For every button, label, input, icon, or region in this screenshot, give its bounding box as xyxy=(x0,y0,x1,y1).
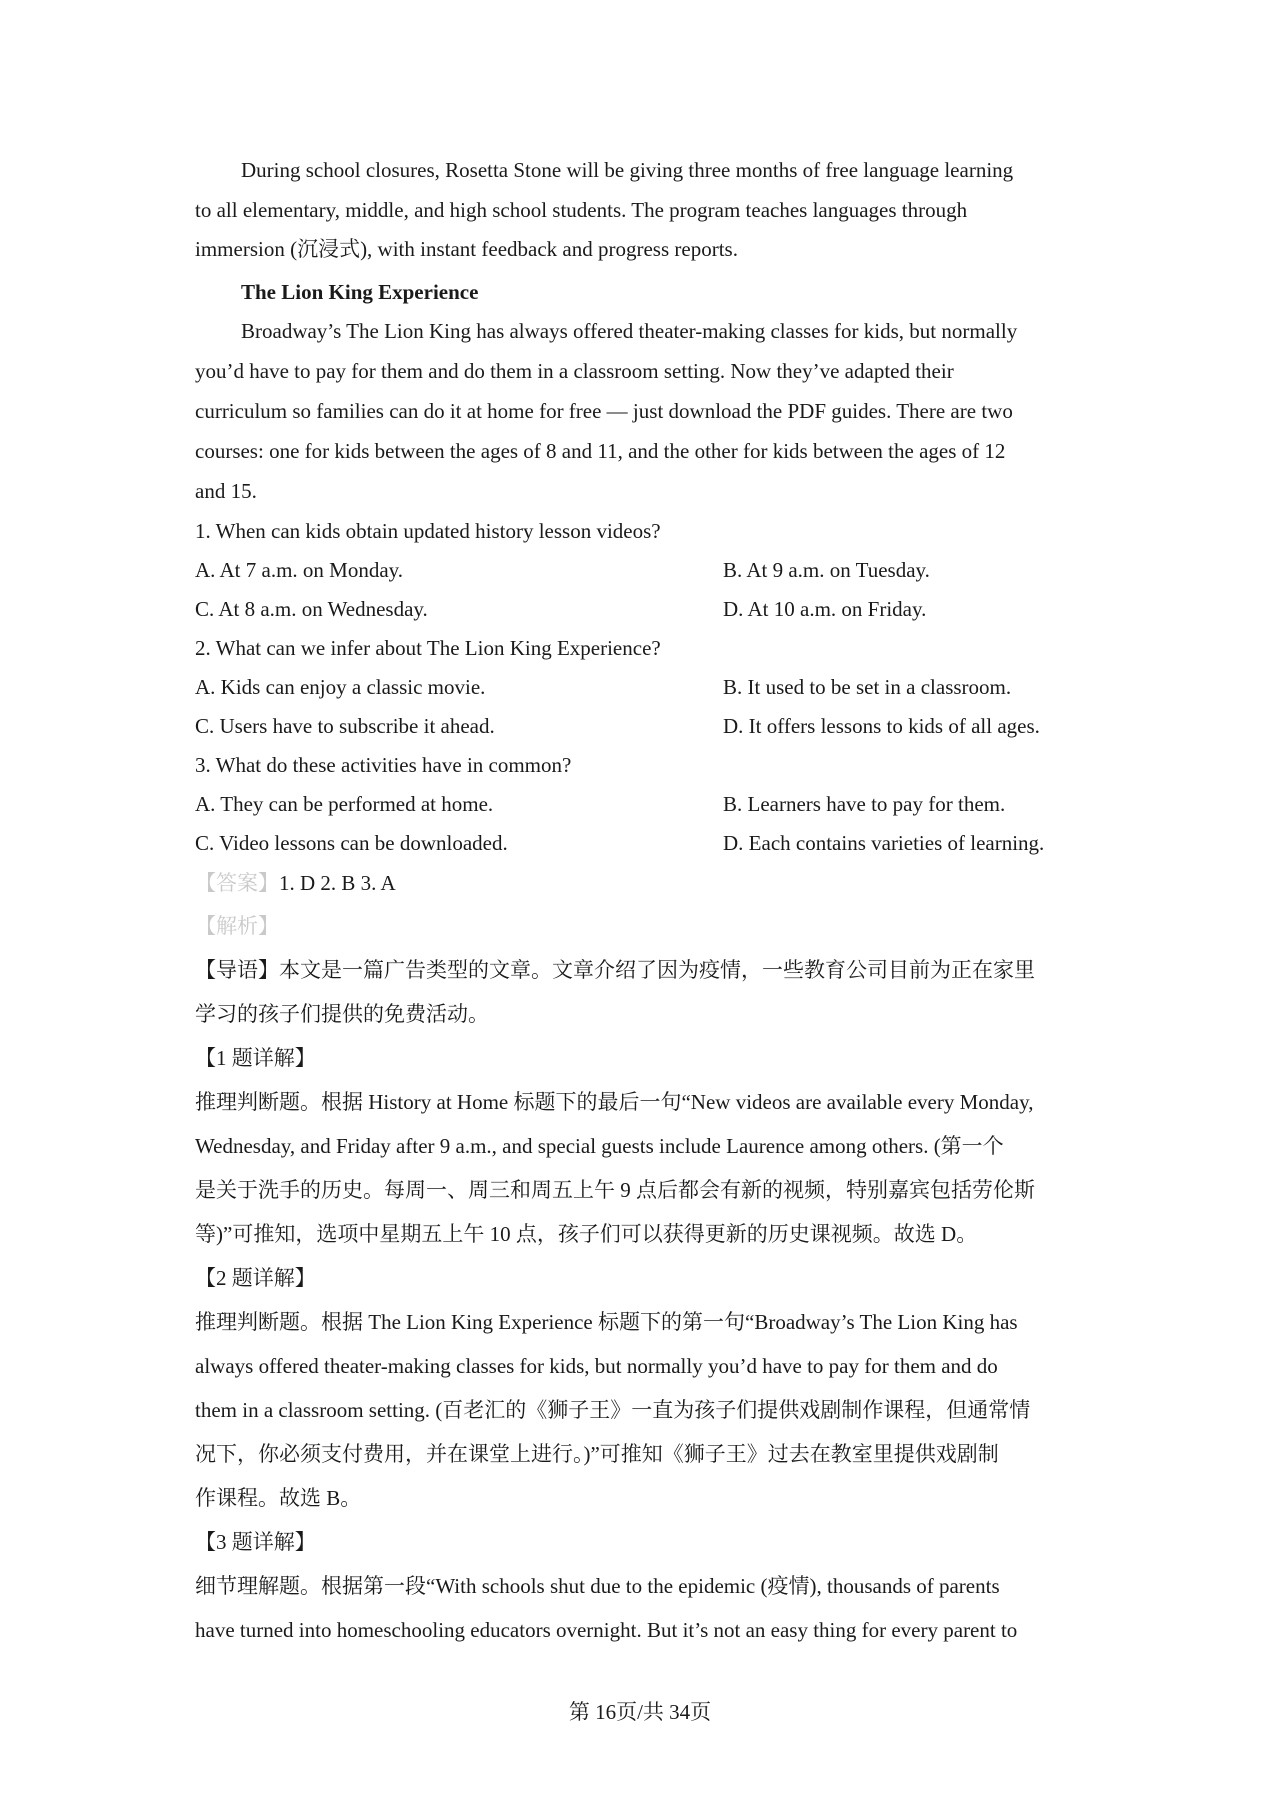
analysis-line: 等)”可推知，选项中星期五上午 10 点，孩子们可以获得更新的历史课视频。故选 D。 xyxy=(195,1222,978,1246)
passage-line: immersion (沉浸式), with instant feedback and progress reports. xyxy=(195,237,738,261)
question-option: C. Video lessons can be downloaded. xyxy=(195,831,508,855)
section-line: Broadway’s The Lion King has always offered theater-making classes for kids, but normally xyxy=(241,319,1018,343)
question-option: D. Each contains varieties of learning. xyxy=(723,831,1045,855)
analysis-line: 是关于洗手的历史。每周一、周三和周五上午 9 点后都会有新的视频，特别嘉宾包括劳伦斯 xyxy=(195,1178,1035,1202)
analysis-line: Wednesday, and Friday after 9 a.m., and special guests include Laurence among others. (第一个 xyxy=(195,1134,1004,1158)
analysis-line: 【2 题详解】 xyxy=(195,1266,316,1290)
answer-label: 【答案】 xyxy=(195,871,279,895)
analysis-line: 细节理解题。根据第一段“With schools shut due to the epidemic (疫情), thousands of parents xyxy=(195,1574,1000,1598)
passage-line: to all elementary, middle, and high school students. The program teaches languages through xyxy=(195,198,968,222)
question-option: D. It offers lessons to kids of all ages. xyxy=(723,714,1040,738)
analysis-line: 【3 题详解】 xyxy=(195,1530,316,1554)
question-option: C. Users have to subscribe it ahead. xyxy=(195,714,495,738)
analysis-line: 学习的孩子们提供的免费活动。 xyxy=(195,1002,489,1026)
question-option: A. At 7 a.m. on Monday. xyxy=(195,558,404,582)
section-heading: The Lion King Experience xyxy=(241,280,479,304)
section-line: courses: one for kids between the ages of 8 and 11, and the other for kids between the ages of 12 xyxy=(195,439,1006,463)
analysis-line: 况下，你必须支付费用，并在课堂上进行。)”可推知《狮子王》过去在教室里提供戏剧制 xyxy=(195,1442,999,1466)
analysis-line: 推理判断题。根据 The Lion King Experience 标题下的第一句“Broadway’s The Lion King has xyxy=(195,1310,1018,1334)
analysis-label: 【解析】 xyxy=(195,914,279,938)
question-option: B. It used to be set in a classroom. xyxy=(723,675,1012,699)
analysis-line: always offered theater-making classes for kids, but normally you’d have to pay for them and do xyxy=(195,1354,998,1378)
analysis-line: 【导语】本文是一篇广告类型的文章。文章介绍了因为疫情，一些教育公司目前为正在家里 xyxy=(195,958,1035,982)
answer-text: 1. D 2. B 3. A xyxy=(279,871,396,895)
question-option: B. Learners have to pay for them. xyxy=(723,792,1006,816)
question-option: C. At 8 a.m. on Wednesday. xyxy=(195,597,428,621)
section-line: you’d have to pay for them and do them in a classroom setting. Now they’ve adapted their xyxy=(195,359,954,383)
question-stem: 3. What do these activities have in common? xyxy=(195,753,572,777)
question-stem: 2. What can we infer about The Lion King Experience? xyxy=(195,636,661,660)
question-option: A. They can be performed at home. xyxy=(195,792,494,816)
answer-line xyxy=(195,870,396,896)
passage-line: During school closures, Rosetta Stone will be giving three months of free language learning xyxy=(241,158,1014,182)
question-option: D. At 10 a.m. on Friday. xyxy=(723,597,927,621)
section-line: and 15. xyxy=(195,479,257,503)
page-footer: 第 16页/共 34页 xyxy=(568,1700,712,1724)
section-line: curriculum so families can do it at home for free — just download the PDF guides. There are two xyxy=(195,399,1013,423)
question-option: B. At 9 a.m. on Tuesday. xyxy=(723,558,930,582)
analysis-line: 【1 题详解】 xyxy=(195,1046,316,1070)
question-stem: 1. When can kids obtain updated history lesson videos? xyxy=(195,519,661,543)
question-option: A. Kids can enjoy a classic movie. xyxy=(195,675,486,699)
analysis-line: 推理判断题。根据 History at Home 标题下的最后一句“New videos are available every Monday, xyxy=(195,1090,1034,1114)
analysis-line: 作课程。故选 B。 xyxy=(195,1486,362,1510)
analysis-line: them in a classroom setting. (百老汇的《狮子王》一直为孩子们提供戏剧制作课程，但通常情 xyxy=(195,1398,1031,1422)
analysis-line: have turned into homeschooling educators overnight. But it’s not an easy thing for every parent to xyxy=(195,1618,1018,1642)
